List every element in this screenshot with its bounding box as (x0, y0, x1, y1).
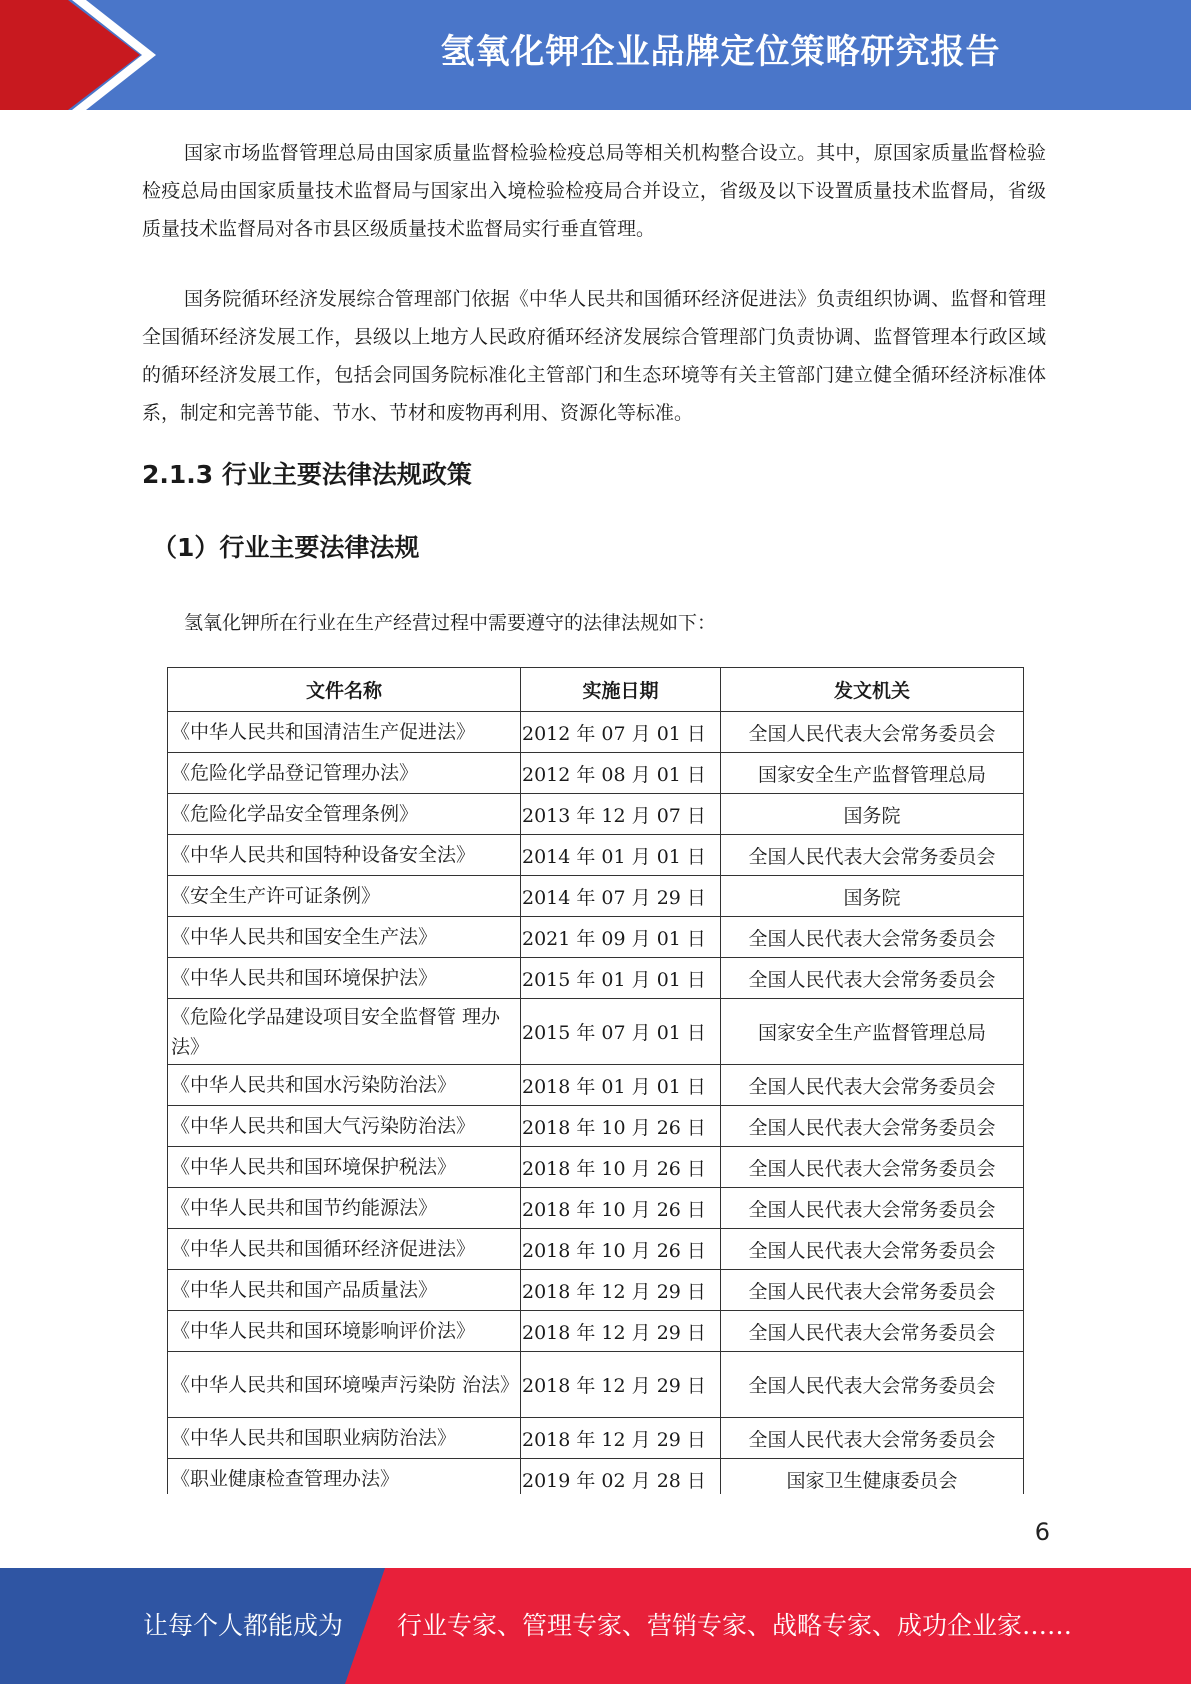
section-heading: 2.1.3 行业主要法律法规政策 (142, 460, 472, 489)
table-row (168, 1418, 1024, 1459)
cell-file-name: 《中华人民共和国职业病防治法》 (168, 1418, 521, 1459)
cell-effective-date: 2018 年 12 月 29 日 (521, 1418, 721, 1459)
cell-issuing-authority: 全国人民代表大会常务委员会 (721, 1352, 1024, 1418)
cell-file-name: 《中华人民共和国产品质量法》 (168, 1270, 521, 1311)
header-file-name: 文件名称 (168, 668, 521, 712)
cell-effective-date: 2019 年 02 月 28 日 (521, 1459, 721, 1500)
table-row (168, 1352, 1024, 1418)
table-header-row (168, 668, 1024, 712)
table-row (168, 999, 1024, 1065)
page-number: 6 (1034, 1518, 1050, 1546)
table-page-cut (160, 1494, 1040, 1534)
footer-slogan-right: 行业专家、管理专家、营销专家、战略专家、成功企业家…… (397, 1611, 1073, 1640)
cell-issuing-authority: 国家安全生产监督管理总局 (721, 999, 1024, 1065)
cell-issuing-authority: 国务院 (721, 876, 1024, 917)
cell-issuing-authority: 全国人民代表大会常务委员会 (721, 835, 1024, 876)
cell-issuing-authority: 全国人民代表大会常务委员会 (721, 1147, 1024, 1188)
cell-effective-date: 2018 年 10 月 26 日 (521, 1147, 721, 1188)
cell-file-name: 《中华人民共和国清洁生产促进法》 (168, 712, 521, 753)
cell-effective-date: 2018 年 12 月 29 日 (521, 1352, 721, 1418)
cell-issuing-authority: 全国人民代表大会常务委员会 (721, 958, 1024, 999)
cell-file-name: 《中华人民共和国安全生产法》 (168, 917, 521, 958)
cell-effective-date: 2014 年 07 月 29 日 (521, 876, 721, 917)
table-row (168, 958, 1024, 999)
cell-file-name: 《中华人民共和国环境影响评价法》 (168, 1311, 521, 1352)
header-issuing-authority: 发文机关 (721, 668, 1024, 712)
table-row (168, 753, 1024, 794)
table-row (168, 1188, 1024, 1229)
cell-file-name: 《危险化学品登记管理办法》 (168, 753, 521, 794)
cell-issuing-authority: 国务院 (721, 794, 1024, 835)
cell-effective-date: 2015 年 01 月 01 日 (521, 958, 721, 999)
table-row (168, 835, 1024, 876)
table-row (168, 794, 1024, 835)
table-row (168, 917, 1024, 958)
cell-issuing-authority: 全国人民代表大会常务委员会 (721, 1188, 1024, 1229)
cell-effective-date: 2021 年 09 月 01 日 (521, 917, 721, 958)
cell-effective-date: 2012 年 08 月 01 日 (521, 753, 721, 794)
cell-effective-date: 2018 年 10 月 26 日 (521, 1229, 721, 1270)
cell-file-name: 《中华人民共和国节约能源法》 (168, 1188, 521, 1229)
page-footer (0, 1568, 1191, 1684)
laws-table (167, 667, 1024, 1500)
cell-effective-date: 2013 年 12 月 07 日 (521, 794, 721, 835)
table-row (168, 1229, 1024, 1270)
cell-issuing-authority: 全国人民代表大会常务委员会 (721, 1229, 1024, 1270)
cell-issuing-authority: 全国人民代表大会常务委员会 (721, 1106, 1024, 1147)
table-intro: 氢氧化钾所在行业在生产经营过程中需要遵守的法律法规如下： (184, 612, 717, 634)
table-row (168, 1147, 1024, 1188)
cell-effective-date: 2018 年 10 月 26 日 (521, 1188, 721, 1229)
subsection-heading: （1）行业主要法律法规 (152, 533, 420, 562)
table-row (168, 1270, 1024, 1311)
table-row (168, 1065, 1024, 1106)
cell-effective-date: 2018 年 12 月 29 日 (521, 1311, 721, 1352)
report-title: 氢氧化钾企业品牌定位策略研究报告 (440, 32, 1001, 72)
table-row (168, 876, 1024, 917)
cell-effective-date: 2014 年 01 月 01 日 (521, 835, 721, 876)
cell-file-name: 《中华人民共和国水污染防治法》 (168, 1065, 521, 1106)
cell-file-name: 《中华人民共和国环境噪声污染防 治法》 (168, 1352, 521, 1418)
paragraph-1: 国家市场监督管理总局由国家质量监督检验检疫总局等相关机构整合设立。其中，原国家质量监督检验检疫总局由国家质量技术监督局与国家出入境检验检疫局合并设立，省级及以下设置质量技术监督局，省级质量技术监督局对各市县区级质量技术监督局实行垂直管理。 (142, 142, 1046, 240)
body-text (142, 134, 1046, 432)
cell-effective-date: 2015 年 07 月 01 日 (521, 999, 721, 1065)
cell-file-name: 《中华人民共和国大气污染防治法》 (168, 1106, 521, 1147)
cell-effective-date: 2018 年 10 月 26 日 (521, 1106, 721, 1147)
table-row (168, 712, 1024, 753)
cell-file-name: 《职业健康检查管理办法》 (168, 1459, 521, 1500)
paragraph-2: 国务院循环经济发展综合管理部门依据《中华人民共和国循环经济促进法》负责组织协调、监督和管理全国循环经济发展工作，县级以上地方人民政府循环经济发展综合管理部门负责协调、监督管理本行政区域的循环经济发展工作，包括会同国务院标准化主管部门和生态环境等有关主管部门建立健全循环经济标准体系，制定和完善节能、节水、节材和废物再利用、资源化等标准。 (142, 288, 1046, 424)
header-red-chevron (0, 0, 140, 110)
cell-file-name: 《安全生产许可证条例》 (168, 876, 521, 917)
cell-issuing-authority: 全国人民代表大会常务委员会 (721, 1270, 1024, 1311)
cell-issuing-authority: 国家卫生健康委员会 (721, 1459, 1024, 1500)
footer-slogan-left: 让每个人都能成为 (143, 1611, 344, 1640)
cell-issuing-authority: 国家安全生产监督管理总局 (721, 753, 1024, 794)
cell-issuing-authority: 全国人民代表大会常务委员会 (721, 1311, 1024, 1352)
cell-effective-date: 2018 年 12 月 29 日 (521, 1270, 721, 1311)
cell-effective-date: 2012 年 07 月 01 日 (521, 712, 721, 753)
table-row (168, 1311, 1024, 1352)
table-row (168, 1106, 1024, 1147)
header-effective-date: 实施日期 (521, 668, 721, 712)
cell-issuing-authority: 全国人民代表大会常务委员会 (721, 917, 1024, 958)
page-header (0, 0, 1191, 110)
cell-file-name: 《危险化学品建设项目安全监督管 理办法》 (168, 999, 521, 1065)
cell-file-name: 《中华人民共和国环境保护法》 (168, 958, 521, 999)
cell-file-name: 《危险化学品安全管理条例》 (168, 794, 521, 835)
cell-effective-date: 2018 年 01 月 01 日 (521, 1065, 721, 1106)
cell-file-name: 《中华人民共和国循环经济促进法》 (168, 1229, 521, 1270)
cell-file-name: 《中华人民共和国环境保护税法》 (168, 1147, 521, 1188)
cell-issuing-authority: 全国人民代表大会常务委员会 (721, 1065, 1024, 1106)
cell-issuing-authority: 全国人民代表大会常务委员会 (721, 1418, 1024, 1459)
cell-issuing-authority: 全国人民代表大会常务委员会 (721, 712, 1024, 753)
cell-file-name: 《中华人民共和国特种设备安全法》 (168, 835, 521, 876)
